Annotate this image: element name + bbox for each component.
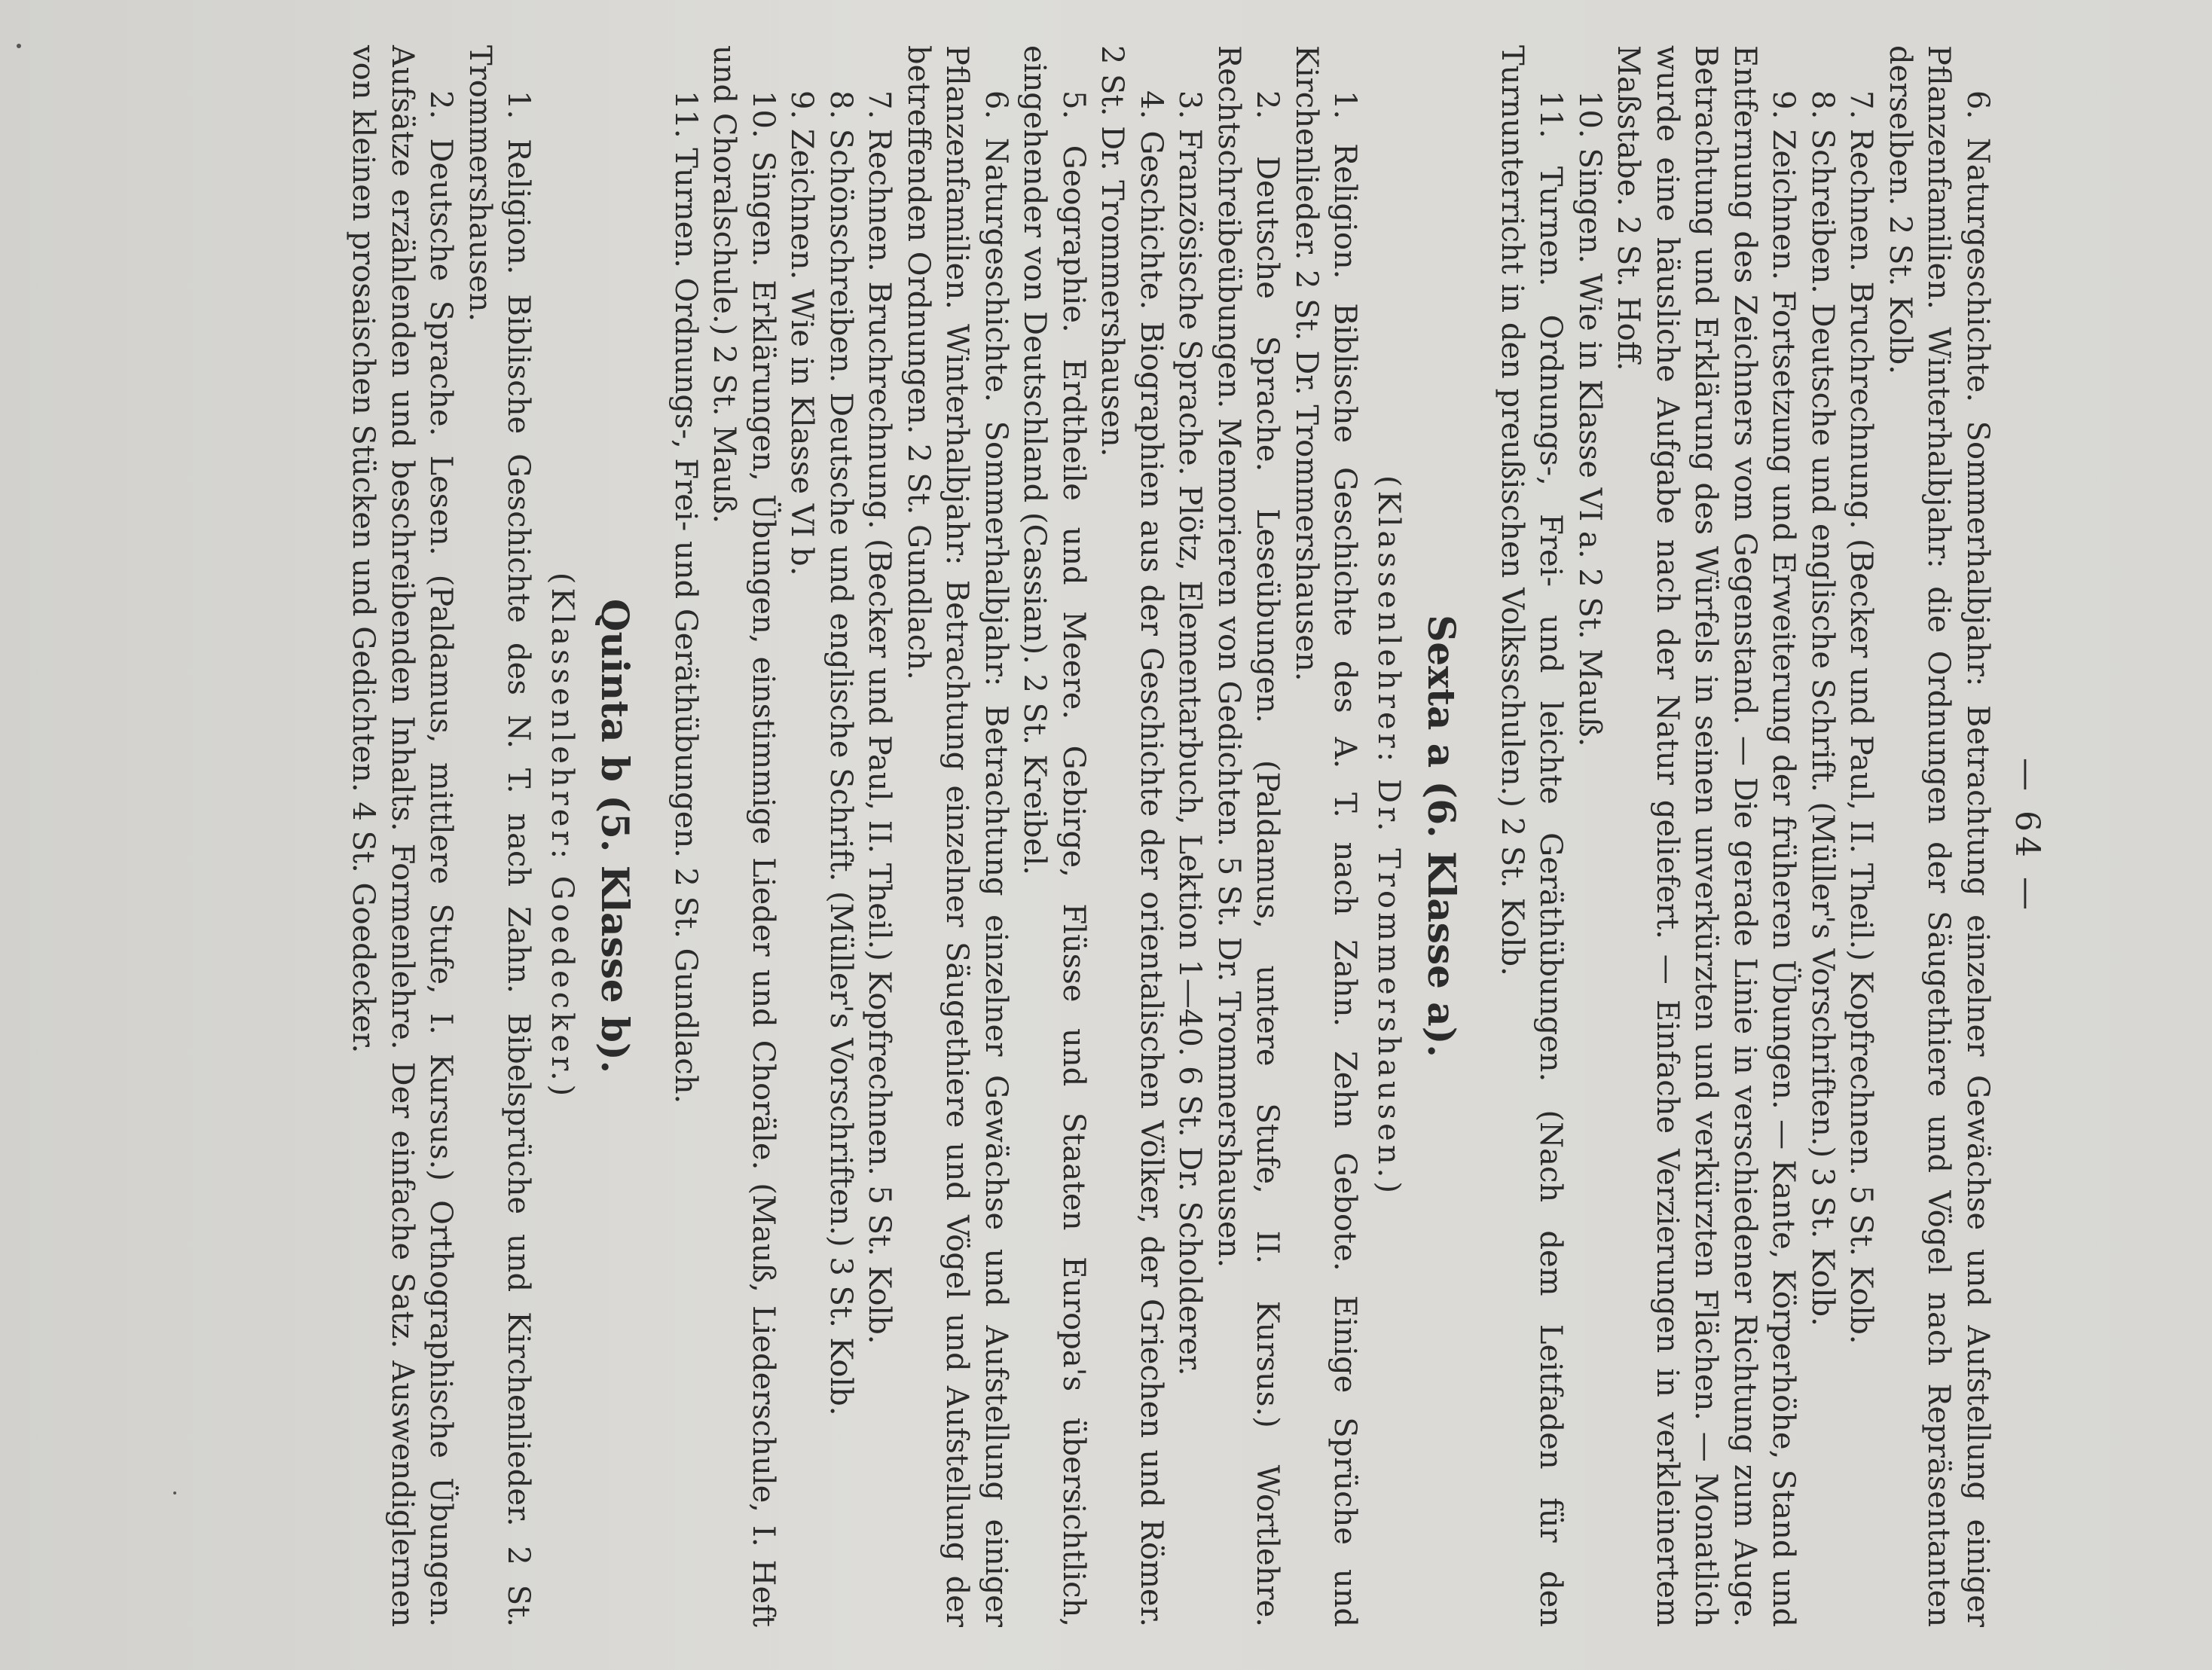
entry-religion: 1. Religion. Biblische Geschichte des N. T. nach Zahn. Bibelsprüche und Kirchenlieder. 2 St. Trommershausen. bbox=[463, 45, 536, 1627]
entry-geschichte: 4. Geschichte. Biographien aus der Geschichte der orientalischen Völker, der Griechen und Römer. 2 St. Dr. Trommershausen. bbox=[1095, 45, 1169, 1627]
entry-turnen: 11. Turnen. Ordnungs-, Frei- und Geräthübungen. 2 St. Gundlach. bbox=[668, 90, 703, 1104]
entry-zeichnen: 9. Zeichnen. Wie in Klasse VI b. bbox=[784, 90, 820, 576]
entry-schreiben: 8. Schreiben. Deutsche und englische Schrift. (Müller's Vorschriften.) 3 St. Kolb. bbox=[1805, 90, 1840, 1327]
page-number: — 64 — bbox=[2008, 758, 2046, 914]
section-heading: Quinta b (5. Klasse b). bbox=[593, 598, 638, 1074]
entry-naturgeschichte: 6. Naturgeschichte. Sommerhalbjahr: Betrachtung einzelner Gewächse und Aufstellung einiger Pflanzenfamilien. Winterhalbjahr: Betrachtung einzelner Säugethiere und Vögel und Aufstellung der betreffenden Ordnungen. 2 St. Gundlach. bbox=[901, 45, 1013, 1627]
rotated-text-block bbox=[158, 45, 2057, 1627]
entry-turnen: 11. Turnen. Ordnungs-, Frei- und leichte Geräthübungen. (Nach dem Leitfaden für den Turnunterricht in den preußischen Volksschulen.) 2 St. Kolb. bbox=[1495, 45, 1569, 1627]
entry-deutsch: 2. Deutsche Sprache. Leseübungen. (Paldamus, untere Stufe, II. Kursus.) Wortlehre. Rechtschreibeübungen. Memorieren von Gedichten. 5 St. Dr. Trommershausen. bbox=[1211, 45, 1285, 1627]
entry-franzoesisch: 3. Französische Sprache. Plötz, Elementarbuch, Lektion 1—40. 6 St. Dr. Scholderer. bbox=[1172, 90, 1208, 1376]
class-teacher: (Klassenlehrer: Dr. Trommershausen.) bbox=[1371, 475, 1407, 1197]
class-teacher: (Klassenlehrer: Goedecker.) bbox=[545, 572, 580, 1101]
entry-religion: 1. Religion. Biblische Geschichte des A. T. nach Zahn. Zehn Gebote. Einige Sprüche und Kirchenlieder. 2 St. Dr. Trommershausen. bbox=[1289, 45, 1363, 1627]
section-quinta bbox=[344, 45, 643, 1627]
section-sexta bbox=[666, 45, 1470, 1627]
entry-schoenschreiben: 8. Schönschreiben. Deutsche und englische Schrift. (Müller's Vorschriften.) 3 St. Kolb. bbox=[823, 90, 858, 1416]
entry-singen: 10. Singen. Wie in Klasse VI a. 2 St. Mauß. bbox=[1572, 90, 1607, 747]
entry-naturgeschichte: 6. Naturgeschichte. Sommerhalbjahr: Betrachtung einzelner Gewächse und Aufstellung einiger Pflanzenfamilien. Winterhalbjahr: die Ordnungen der Säugethiere und Vögel nach Repräsentanten derselben. 2 St. Kolb. bbox=[1883, 45, 1995, 1627]
entry-rechnen: 7. Rechnen. Bruchrechnung. (Becker und Paul, II. Theil.) Kopfrechnen. 5 St. Kolb. bbox=[1844, 90, 1879, 1345]
entry-zeichnen: 9. Zeichnen. Fortsetzung und Erweiterung der früheren Übungen. — Kante, Körperhöhe, Stand und Entfernung des Zeichners vom Gegenstand. — Die gerade Linie in verschiedener Richtung zum Auge. Betrachtung und Erklärung des Würfels in seinen unverkürzten und verkürzten Flächen. — Monatlich wurde eine häusliche Aufgabe nach der Natur geliefert. — Einfache Verzierungen in verkleinertem Maßstabe. 2 St. Hoff. bbox=[1611, 45, 1801, 1627]
section-heading: Sexta a (6. Klasse a). bbox=[1419, 615, 1465, 1058]
entry-geographie: 5. Geographie. Erdtheile und Meere. Gebirge, Flüsse und Staaten Europa's übersichtlich, eingehender von Deutschland (Cassian). 2 St. Kreibel. bbox=[1017, 45, 1091, 1627]
entry-rechnen: 7. Rechnen. Bruchrechnung. (Becker und Paul, II. Theil.) Kopfrechnen. 5 St. Kolb. bbox=[862, 90, 897, 1345]
continued-section bbox=[1492, 45, 1997, 1627]
entry-deutsch: 2. Deutsche Sprache. Lesen. (Paldamus, mittlere Stufe, I. Kursus.) Orthographische Übungen. Aufsätze erzählenden und beschreibenden Inhalts. Formenlehre. Der einfache Satz. Auswendiglernen von kleinen prosaischen Stücken und Gedichten. 4 St. Goedecker. bbox=[346, 45, 459, 1627]
entry-singen: 10. Singen. Erklärungen, Übungen, einstimmige Lieder und Choräle. (Mauß, Liederschule, I. Heft und Choralschule.) 2 St. Mauß. bbox=[707, 45, 781, 1627]
scan-speck bbox=[17, 44, 21, 48]
